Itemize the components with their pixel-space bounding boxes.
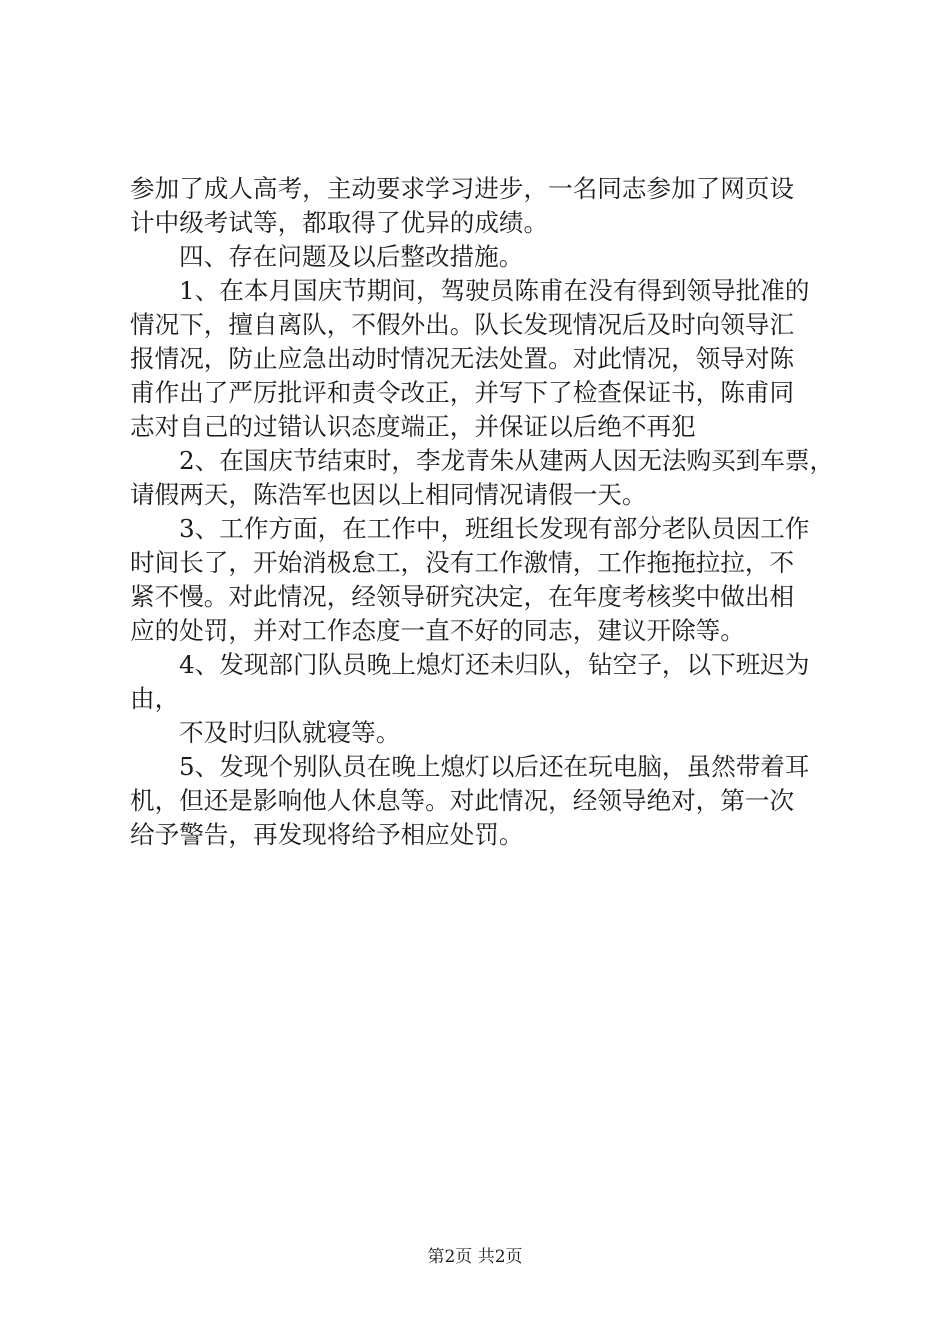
text-line: 参加了成人高考，主动要求学习进步，一名同志参加了网页设 (130, 174, 795, 203)
text-line: 3、工作方面，在工作中，班组长发现有部分老队员因工作 (179, 514, 810, 543)
document-body (130, 172, 835, 852)
text-line: 应的处罚，并对工作态度一直不好的同志，建议开除等。 (130, 616, 745, 645)
text-line: 甫作出了严厉批评和责令改正，并写下了检查保证书，陈甫同 (130, 378, 795, 407)
text-line: 时间长了，开始消极怠工，没有工作激情，工作拖拖拉拉，不 (130, 548, 795, 577)
text-line: 4、发现部门队员晚上熄灯还未归队，钻空子，以下班迟为 (179, 650, 810, 679)
text-line: 1、在本月国庆节期间，驾驶员陈甫在没有得到领导批准的 (179, 276, 810, 305)
text-line: 给予警告，再发现将给予相应处罚。 (130, 820, 524, 849)
text-line: 由， (130, 684, 180, 713)
text-line: 机，但还是影响他人休息等。对此情况，经领导绝对，第一次 (130, 786, 795, 815)
text-line: 请假两天，陈浩军也因以上相同情况请假一天。 (130, 480, 647, 509)
page-number-footer: 第2页 共2页 (427, 1247, 523, 1267)
text-line: 5、发现个别队员在晚上熄灯以后还在玩电脑，虽然带着耳 (179, 752, 810, 781)
text-line: 志对自己的过错认识态度端正，并保证以后绝不再犯 (130, 412, 696, 441)
text-line: 情况下，擅自离队，不假外出。队长发现情况后及时向领导汇 (130, 310, 795, 339)
text-line: 报情况，防止应急出动时情况无法处置。对此情况，领导对陈 (130, 344, 795, 373)
text-line: 计中级考试等，都取得了优异的成绩。 (130, 208, 549, 237)
text-line: 2、在国庆节结束时，李龙青朱从建两人因无法购买到车票， (179, 446, 835, 475)
text-line: 不及时归队就寝等。 (179, 718, 401, 747)
section-heading: 四、存在问题及以后整改措施。 (179, 242, 524, 271)
text-line: 紧不慢。对此情况，经领导研究决定，在年度考核奖中做出相 (130, 582, 795, 611)
